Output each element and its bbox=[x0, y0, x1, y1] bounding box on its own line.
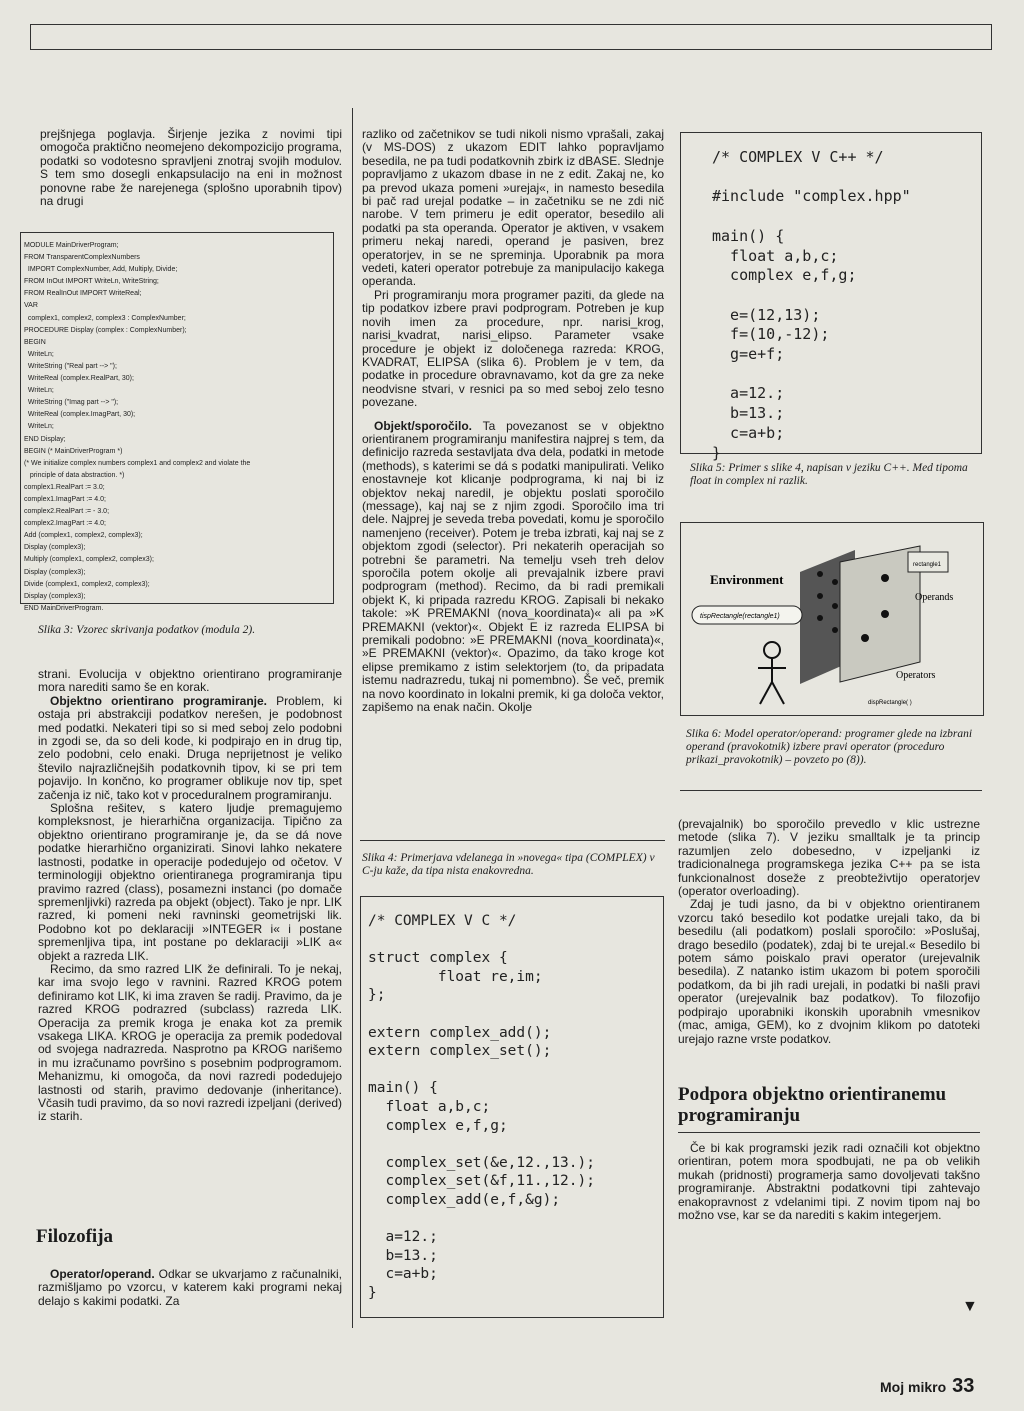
heading-filozofija: Filozofija bbox=[36, 1226, 114, 1247]
page-footer bbox=[880, 1375, 974, 1398]
col1-para2-head: Objektno orientirano programiranje. bbox=[50, 693, 267, 708]
col1-para5-text: Odkar se ukvarjamo z računalniki, razmišljamo po vzorcu, v katerem kaki programi nekaj delajo s kakimi podatki. Za bbox=[38, 1267, 342, 1308]
column-divider-1 bbox=[352, 108, 353, 1328]
heading-rule bbox=[678, 1132, 980, 1133]
rect2-label: dispRectangle( ) bbox=[868, 700, 912, 706]
col3-body bbox=[678, 818, 980, 1046]
continue-arrow-icon: ▼ bbox=[962, 1298, 978, 1315]
col1-intro-text: prejšnjega poglavja. Širjenje jezika z novimi tipi omogoča praktično neomejeno dekompozicijo programa, podatki so vodotesno spravljeni znotraj svojih modulov. S tem smo dosegli enkapsulacijo na eni in možnost ponovne rabe že narejenega (splošno uporabnih tipov) na drugi bbox=[40, 127, 342, 209]
col1-para2 bbox=[38, 695, 342, 802]
col2-para3-text: Ta povezanost se v objektno orientiranem programiranju manifestira najprej s tem, da definicijo razreda sestavljata dva dela, podatki in metode (methods), s katerimi se dá s podatki manipulirati. Veliko enostavneje kot klicanje podprograma, ki naj bi iz objektov nekaj naredil, je objektu poslati sporočilo (message), kaj naj se z njim zgodi. Sporočilo ima tri dele. Najprej je seveda treba povedati, komu je sporočilo namenjeno (receiver). Potem je treba izbrati, kaj naj se z objektom zgodi (selector). Pri nekaterih operacijah so potrebni še parametri. Na temelju vseh treh delov sporočila potem okolje ali prevajalnik izbere pravi podprogram (method). Recimo, da bi radi premikali objekt K, ki pripada razredu KROG. Zapisali bi nekako takole: »K PREMAKNI (nova_koordinata)« ali pa »K PREMAKNI (vektor)«. Objekt E iz razreda ELIPSA bi premikali podobno: »E PREMAKNI (nova_koordinata)«, »E PREMAKNI (vektor)«. Opazimo, da tako kroge kot elipse premikamo z istim selektorjem (to, da pripadata istemu nadrazredu, tukaj ni pomembno). Še več, premik na novo koordinato in lokalni premik, ki ga določa vektor, zapišemo na enak način. Okolje bbox=[362, 418, 664, 715]
page-number: 33 bbox=[952, 1375, 975, 1397]
operator-operand-diagram bbox=[680, 522, 982, 714]
col1-para1: strani. Evolucija v objektno orientirano programiranje mora narediti samo še en korak. bbox=[38, 667, 342, 695]
col3-para3-text: Če bi kak programski jezik radi označili kot objektno orientiran, potem mora spodbujati, ne pa ob velikih mukah (pridnosti) programerja samo dovoljevati takšno programiranje. Abstraktni podatkovni tipi zahtevajo enakopravnost z vdelanimi tipi. Z novim tipom naj bo možno vse, kar se da narediti s kakim integerjem. bbox=[678, 1141, 980, 1223]
header-frame bbox=[30, 24, 992, 50]
rect1-label: rectangle1 bbox=[913, 562, 942, 568]
col1-body bbox=[38, 668, 342, 1124]
caption-figure5: Slika 5: Primer s slike 4, napisan v jeziku C++. Med tipoma float in complex ni razlik. bbox=[690, 462, 968, 487]
col2-para3-head: Objekt/sporočilo. bbox=[374, 418, 473, 433]
operators-label: Operators bbox=[896, 670, 936, 681]
module-listing: MODULE MainDriverProgram; FROM TransparentComplexNumbers IMPORT ComplexNumber, Add, Multiply, Divide; FROM InOut IMPORT WriteLn, WriteString; FROM RealInOut IMPORT WriteReal; VAR complex1, complex2, complex3 : ComplexNumber; PROCEDURE Display (complex : ComplexNumber); BEGIN WriteLn; WriteString ("Real part --> "); WriteReal (complex.RealPart, 30); WriteLn; WriteString ("Imag part --> "); WriteReal (complex.ImagPart, 30); WriteLn; END Display; BEGIN (* MainDriverProgram *) (* We initialize complex numbers complex1 and complex2 and violate the principle of data abstraction. *) complex1.RealPart := 3.0; complex1.ImagPart := 4.0; complex2.RealPart := - 3.0; complex2.ImagPart := 4.0; Add (complex1, complex2, complex3); Display (complex3); Multiply (complex1, complex2, complex3); Display (complex3); Divide (complex1, complex2, complex3); Display (complex3); END MainDriverProgram. bbox=[24, 242, 251, 612]
environment-label: Environment bbox=[710, 572, 784, 587]
col2-para2: Pri programiranju mora programer paziti, da glede na tip podatkov izbere pravi podprogram. Potreben je kup novih imen za procedure, npr. narisi_krog, narisi_kvadrat, narisi_elipso. Parameter vsake procedure je objekt iz določenega razreda: KROG, KVADRAT, ELIPSA (slika 6). Problem je v tem, da podatke in procedure obravnavamo, kot da gre za neke neodvisne stvari, v resnici pa so med seboj zelo tesno povezane. bbox=[362, 287, 664, 410]
col1-para2-text: Problem, ki ostaja pri abstrakciji podatkov nerešen, je podobnost med podatki. Nekateri tipi so si med seboj zelo podobni in zgodi se, da so deli kode, ki podpirajo en in drug tip, zelo podobni, celo enaki. Druga neprijetnost je veliko število najrazličnejših podatkovnih tipov, ki se pri tem pojavijo. In končno, ko programer oblikuje nov tip, spet začenja iz nič, tako kot v proceduralnem programiranju. bbox=[38, 693, 342, 802]
operands-label: Operands bbox=[915, 592, 954, 603]
col3-para2: Zdaj je tudi jasno, da bi v objektno orientiranem vzorcu takó besedilo kot podatke urejali tako, da bi besedilu (ali podatkom) poslali sporočilo: »Poslušaj, drago besedilo (podatek), zdaj bi te urejal.« Besedilo bi potem sámo poiskalo pravi operator (urejevalnik besedila). Z natanko istim ukazom bi potem sporočili podatkom, da bi jih radi urejali, in podatki bi našli pravi operator (urejevalnik baz podatkov). To filozofijo podpirajo uporabniki ikonskih uporabnih vmesnikov (mac, amiga, GEM), ko z dvojnim klikom po datoteki urejajo razne vrste podatkov. bbox=[678, 897, 980, 1046]
col1-para4: Recimo, da smo razred LIK že definirali. To je nekaj, kar ima svojo lego v ravnini. Razred KROG potem definiramo kot LIK, ki ima zraven še radij. Pravimo, da je razred KROG podrazred (subclass) razreda LIK. Operacija za premik kroga je enaka kot za premik vsakega LIKA. KROG je operacija za premik podedoval od svojega nadrazreda. Nasprotno pa KROG narišemo in mu izračunamo površino s posebnim podprogramom. Mehanizmu, ki omogoča, da novi razredi podedujejo lastnosti od starih, pravimo dedovanje (inheritance). Včasih tudi pravimo, da so novi razredi izpeljani (derived) iz starih. bbox=[38, 961, 342, 1124]
col3-para3 bbox=[678, 1142, 980, 1222]
caption-figure6: Slika 6: Model operator/operand: programer glede na izbrani operand (pravokotnik) izbere pravi operator (proceduro prikazi_pravokotnik) – povzeto po (8)). bbox=[686, 728, 973, 766]
col2-para3 bbox=[362, 420, 664, 715]
caption-figure4: Slika 4: Primerjava vdelanega in »novega« tipa (COMPLEX) v C-ju kaže, da tipa nista enakovredna. bbox=[362, 852, 655, 877]
col2-body bbox=[362, 128, 664, 714]
caption4-rule bbox=[360, 840, 665, 841]
col2-para1: razliko od začetnikov se tudi nikoli nismo vprašali, zakaj (v MS-DOS) z ukazom EDIT lahko popravljamo besedila, ne pa tudi podatkovnih zbirk iz dBASE. Slednje popravljamo z ukazom dbase in ne z edit. Zakaj ne, ko pa prevod ukaza pomeni »urejaj«, in namesto besedila bi pač rad urejal podatke – in začetniku se ne zdi nič narobe. V tem primeru je edit operator, besedilo ali podatki pa sta operanda. Operator je aktiven, v vsakem primeru nekaj naredi, operand je pasiven, brez operatorjev, in se ne spreminja. Uporabnik pa mora vedeti, kateri operator potrebuje za manipulacijo kakega operanda. bbox=[362, 127, 664, 289]
message-text: tispRectangle(rectangle1) bbox=[700, 613, 780, 620]
col1-para5 bbox=[38, 1268, 342, 1308]
code-complex-cpp: /* COMPLEX V C++ */ #include "complex.hpp" main() { float a,b,c; complex e,f,g; e=(12,13); f=(10,-12); g=e+f; a=12.; b=13.; c=a+b; } bbox=[712, 148, 911, 462]
col1-para5-head: Operator/operand. bbox=[50, 1267, 155, 1281]
col1-para3: Splošna rešitev, s katero ljudje premagujemo kompleksnost, je hierarhična organizacija. Tipično za objektno orientirano programiranje je, da se dá nove podatke hierarhično organizirati. Sinovi lahko nekatere lastnosti, podatke in operacije podedujejo od očetov. V terminologiji objektno orientiranega programiranja tipu pravimo razred (class), posamezni instanci (po domače spremenljivki) razreda pa objekt (object). Tako je npr. LIK razred, ki pomeni neki ravninski geometrijski lik. Podobno kot po deklaraciji »INTEGER i« i postane spremenljiva tipa, int postane po deklaraciji »LIK a« objekt a razreda LIK. bbox=[38, 801, 342, 963]
code-complex-c: /* COMPLEX V C */ struct complex { float re,im; }; extern complex_add(); extern complex_set(); main() { float a,b,c; complex e,f,g; complex_set(&e,12.,13.); complex_set(&f,11.,12.); complex_add(e,f,&g); a=12.; b=13.; c=a+b; } bbox=[368, 913, 595, 1301]
stick-figure bbox=[758, 642, 786, 704]
caption-figure3: Slika 3: Vzorec skrivanja podatkov (modula 2). bbox=[38, 624, 256, 636]
magazine-name: Moj mikro bbox=[880, 1379, 947, 1395]
heading-podpora: Podpora objektno orientiranemu programiranju bbox=[678, 1084, 947, 1126]
col3-para1: (prevajalnik) bo sporočilo prevedlo v klic ustrezne metode (slika 7). V jeziku smalltalk je ta princip razumljen zelo dobesedno, v izpeljanki iz tradicionalnega programskega jezika C++ pa se ista funkcionalnost doseže z preobteživtijo operatorjev (operator overloading). bbox=[678, 817, 980, 899]
caption6-rule bbox=[680, 790, 982, 791]
